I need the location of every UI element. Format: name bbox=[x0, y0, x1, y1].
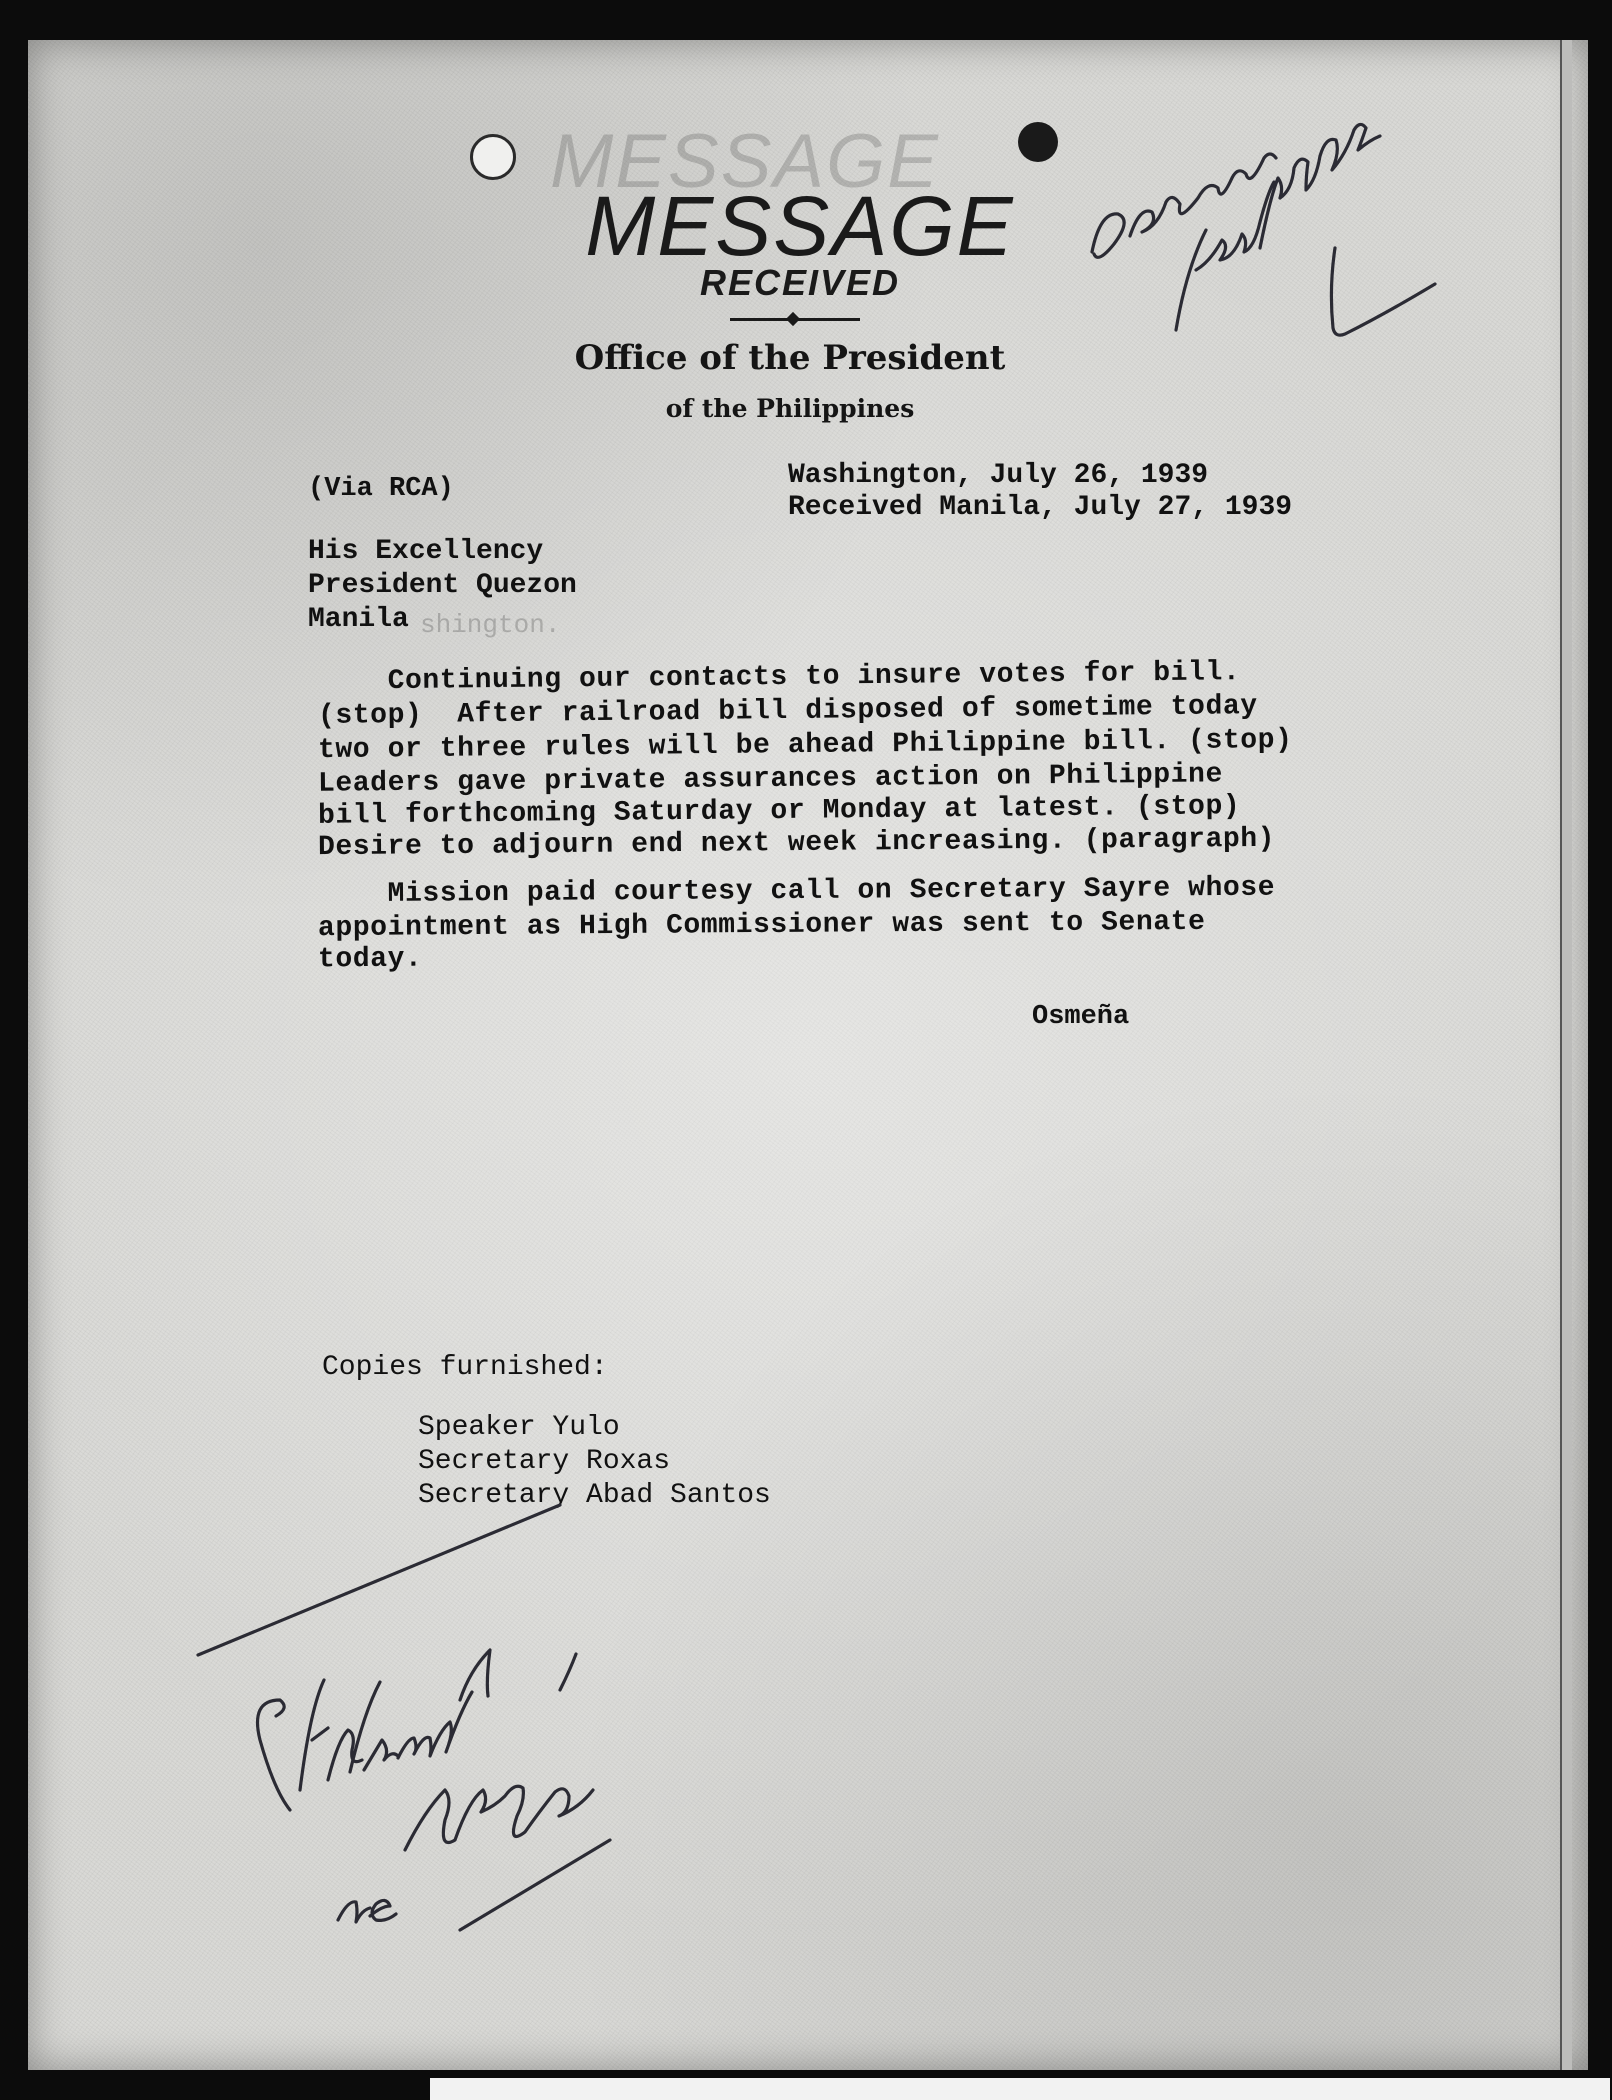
sent-date: Washington, July 26, 1939 bbox=[788, 460, 1209, 491]
body-line: Mission paid courtesy call on Secretary Sayre whose bbox=[317, 872, 1276, 911]
office-country: of the Philippines bbox=[665, 394, 915, 423]
body-line: Continuing our contacts to insure votes for bill. bbox=[317, 657, 1241, 698]
body-line: two or three rules will be ahead Philippine bill. (stop) bbox=[317, 724, 1293, 767]
copy-recipient: Secretary Roxas bbox=[418, 1446, 671, 1477]
addressee-line: Manila bbox=[308, 604, 409, 635]
handwritten-note-top-right bbox=[1176, 124, 1380, 330]
body-line: appointment as High Commissioner was sent to Senate bbox=[317, 906, 1206, 945]
received-date: Received Manila, July 27, 1939 bbox=[788, 492, 1293, 523]
body-line: bill forthcoming Saturday or Monday at latest. (stop) bbox=[317, 791, 1241, 832]
office-name: Office of the President bbox=[574, 338, 1006, 378]
bleed-through-text: shington. bbox=[420, 610, 561, 640]
letterhead-subtitle: RECEIVED bbox=[699, 262, 901, 303]
copy-recipient: Secretary Abad Santos bbox=[418, 1480, 771, 1511]
body-line: today. bbox=[317, 943, 423, 976]
body-line: Desire to adjourn end next week increasing. (paragraph) bbox=[317, 823, 1276, 864]
letterhead-title: MESSAGE bbox=[585, 179, 1015, 273]
copy-recipient: Speaker Yulo bbox=[418, 1412, 620, 1443]
signature-name: Osmeña bbox=[1032, 1002, 1130, 1032]
transmission-via: (Via RCA) bbox=[308, 474, 454, 504]
handwritten-note-bottom-left bbox=[258, 1650, 491, 1810]
handwritten-note-bottom-left bbox=[338, 1900, 396, 1922]
body-line: (stop) After railroad bill disposed of sometime today bbox=[317, 691, 1258, 732]
handwritten-note-top-right bbox=[1331, 248, 1435, 335]
addressee-line: President Quezon bbox=[308, 570, 577, 601]
handwritten-note-top-right bbox=[1092, 154, 1276, 257]
bleed-through-title: MESSAGE bbox=[550, 119, 940, 204]
handwritten-note-bottom-left bbox=[198, 1505, 560, 1655]
handwritten-note-bottom-left bbox=[460, 1840, 610, 1930]
addressee-line: His Excellency bbox=[308, 536, 544, 567]
copies-label: Copies furnished: bbox=[322, 1352, 608, 1383]
body-line: Leaders gave private assurances action on Philippine bbox=[317, 759, 1224, 800]
